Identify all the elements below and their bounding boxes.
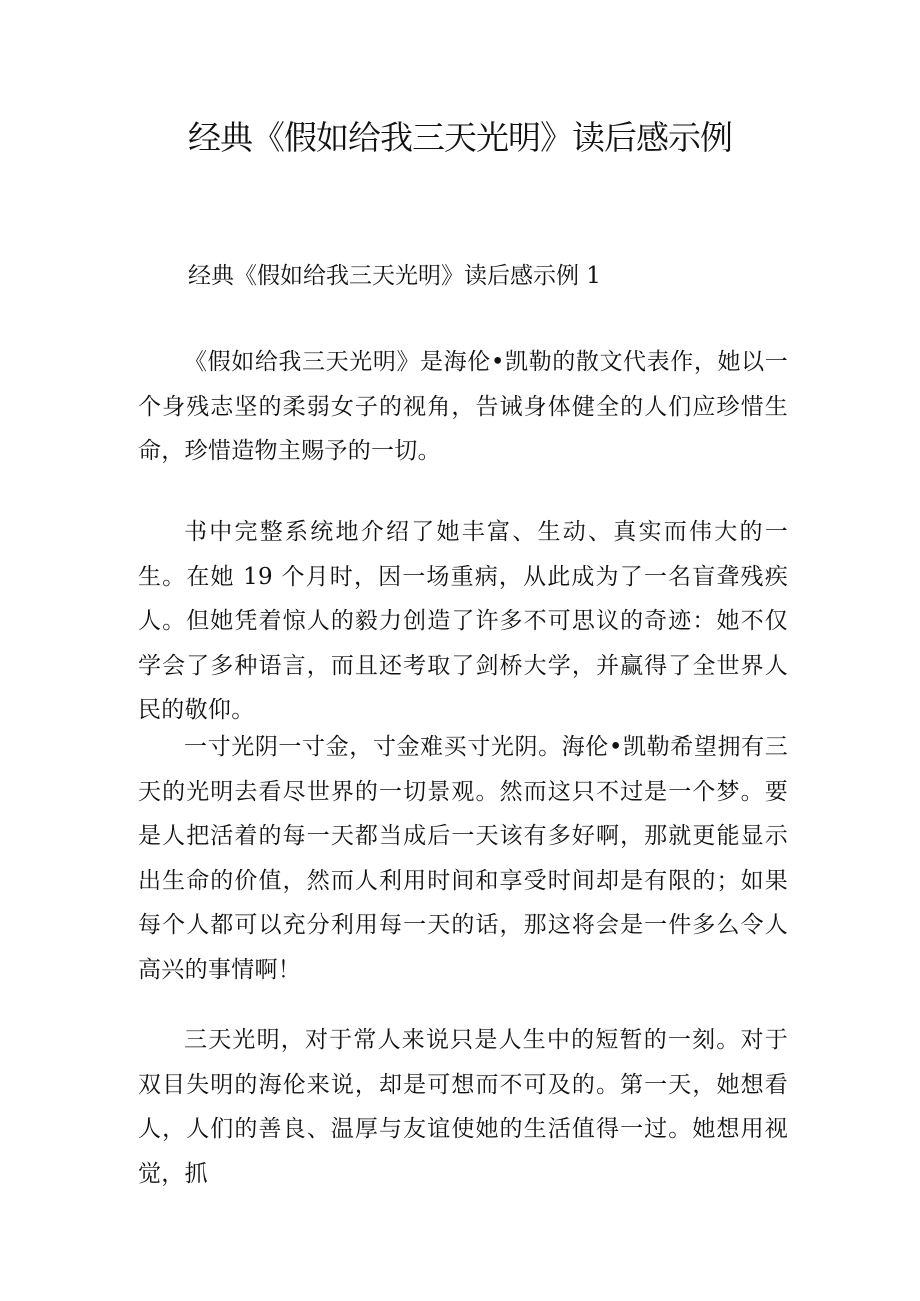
document-title: 经典《假如给我三天光明》读后感示例 [188,118,732,157]
paragraph-3: 一寸光阴一寸金，寸金难买寸光阴。海伦•凯勒希望拥有三天的光明去看尽世界的一切景观。然而这只不过是一个梦。要是人把活着的每一天都当成后一天该有多好啊，那就更能显示出生命的价值，然而人利用时间和享受时间却是有限的；如果每个人都可以充分利用每一天的话，那这将会是一件多么令人高兴的事情啊！ [138,734,788,983]
paragraph-4: 三天光明，对于常人来说只是人生中的短暂的一刻。对于双目失明的海伦来说，却是可想而不可及的。第一天，她想看人，人们的善良、温厚与友谊使她的生活值得一过。她想用视觉，抓 [138,1027,788,1187]
paragraph-1: 《假如给我三天光明》是海伦•凯勒的散文代表作，她以一个身残志坚的柔弱女子的视角，告诫身体健全的人们应珍惜生命，珍惜造物主赐予的一切。 [138,349,788,464]
paragraph-2: 书中完整系统地介绍了她丰富、生动、真实而伟大的一生。在她 19 个月时，因一场重病，从此成为了一名盲聋残疾人。但她凭着惊人的毅力创造了许多不可思议的奇迹：她不仅学会了多种语言，而且还考取了剑桥大学，并赢得了全世界人民的敬仰。 [138,519,788,723]
section-subtitle: 经典《假如给我三天光明》读后感示例 1 [188,263,601,289]
